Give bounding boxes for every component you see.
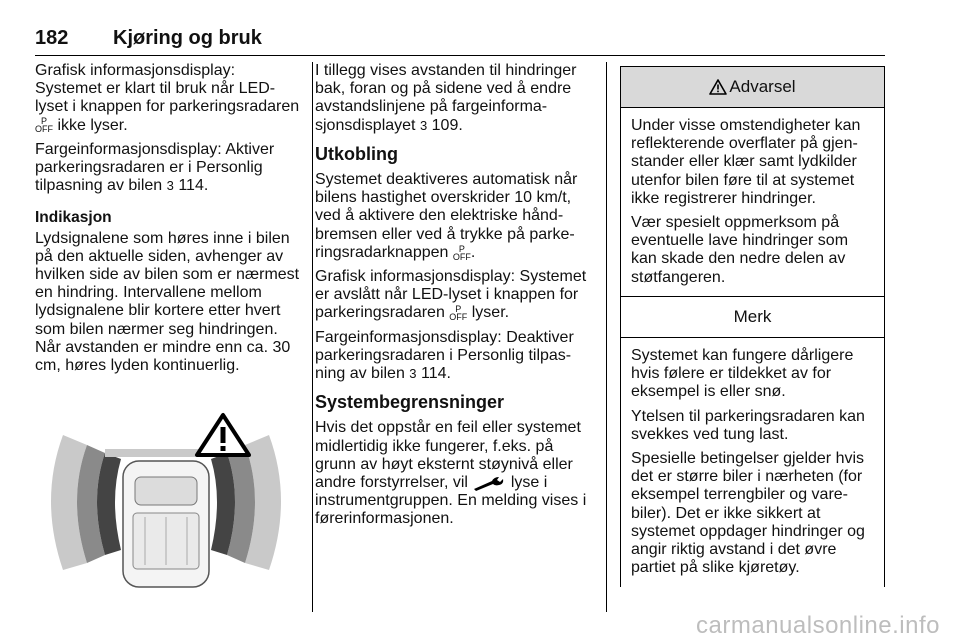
column-divider (312, 62, 313, 612)
page-ref-arrow-icon: 3 (166, 178, 174, 194)
paragraph: Lydsignalene som høres inne i bilen på den aktuelle siden, avhenger av hvilken side av bilen som er nærmest en hindring. Intervallene mellom lydsignalene blir kortere etter hvert som bilen nærmer seg hindringen. Når avstanden er mindre enn ca. 30 cm, høres lyden kontinuerlig. (35, 229, 300, 375)
paragraph: Systemet kan fungere dårligere hvis følere er tildekket av for eksempel is eller snø. (631, 347, 854, 401)
note-box (620, 296, 885, 587)
column-middle (315, 62, 595, 535)
section-heading: Indikasjon (35, 209, 112, 227)
paragraph: Spesielle betingelser gjelder hvis det er større biler i nærheten (for eksempel terrengbiler og vare-biler). Det er ikke sikkert at systemet oppdager hindringer og angir riktig avstand i det øvre partiet på slike kjøretøy. (631, 450, 865, 577)
parking-sensor-illustration (35, 405, 297, 590)
page-ref-arrow-icon: 3 (419, 117, 428, 133)
column-divider (606, 62, 607, 612)
paragraph: Grafisk informasjonsdisplay: Systemet er klart til bruk når LED-lyset i knappen for parkeringsradaren P OFF ikke lyser. (35, 62, 300, 135)
warning-box (620, 66, 885, 302)
wrench-icon (472, 475, 506, 491)
warning-box-body (621, 108, 884, 301)
section-heading: Utkobling (315, 143, 398, 164)
section-heading: Systembegrensninger (315, 392, 505, 413)
paragraph: Under visse omstendigheter kan reflekterende overflater på gjen-stander eller klær samt lydkilder utenfor bilen føre til at systemet ikke registrerer hindringer. (631, 117, 861, 207)
paragraph: Grafisk informasjonsdisplay: Systemet er avslått når LED-lyset i knappen for parkeringsradaren P OFF lyser. (315, 268, 587, 323)
page-ref: 114. (178, 177, 209, 195)
page-number: 182 (35, 27, 69, 49)
column-left (35, 62, 303, 381)
parking-radar-icon: P OFF (35, 116, 53, 135)
page-header (35, 27, 885, 56)
watermark: carmanualsonline.info (696, 612, 940, 639)
note-title: Merk (733, 306, 772, 326)
page-ref: 109. (431, 116, 463, 134)
paragraph: Systemet deaktiveres automatisk når bilens hastighet overskrider 10 km/t, ved å aktivere den elektriske hånd-bremsen eller ved å trykke på parke-ringsradarknappen P OFF. (315, 171, 578, 262)
page-ref-arrow-icon: 3 (409, 366, 417, 382)
note-box-body (621, 338, 884, 591)
parking-radar-icon: P OFF (452, 243, 471, 262)
warning-triangle-icon (709, 79, 727, 95)
page-ref: 114. (420, 365, 451, 383)
warning-title: Advarsel (729, 76, 796, 96)
paragraph: Vær spesielt oppmerksom på eventuelle lave hindringer som kan skade den nedre delen av støtfangeren. (631, 214, 849, 286)
chapter-title: Kjøring og bruk (113, 27, 262, 49)
warning-box-header (621, 67, 884, 108)
paragraph: Fargeinformasjonsdisplay: Deaktiver parkeringsradaren i Personlig tilpas-ning av bilen 3 114. (315, 328, 574, 383)
paragraph: Fargeinformasjonsdisplay: Aktiver parkeringsradaren er i Personlig tilpasning av bilen 3 114. (35, 140, 275, 195)
warning-triangle-icon (197, 415, 249, 455)
paragraph: Ytelsen til parkeringsradaren kan svekkes ved tung last. (631, 407, 865, 443)
paragraph: I tillegg vises avstanden til hindringer bak, foran og på sidene ved å endre avstandslinjene på fargeinforma-sjonsdisplayet 3 109. (315, 62, 577, 134)
paragraph: Hvis det oppstår en feil eller systemet midlertidig ikke fungerer, f.eks. på grunn av høyt eksternt støynivå eller andre forstyrrelser, vil lyse i instrumentgruppen. En melding vises i førerinformasjonen. (315, 419, 587, 528)
parking-radar-icon: P OFF (449, 304, 468, 323)
note-box-header (621, 297, 884, 338)
